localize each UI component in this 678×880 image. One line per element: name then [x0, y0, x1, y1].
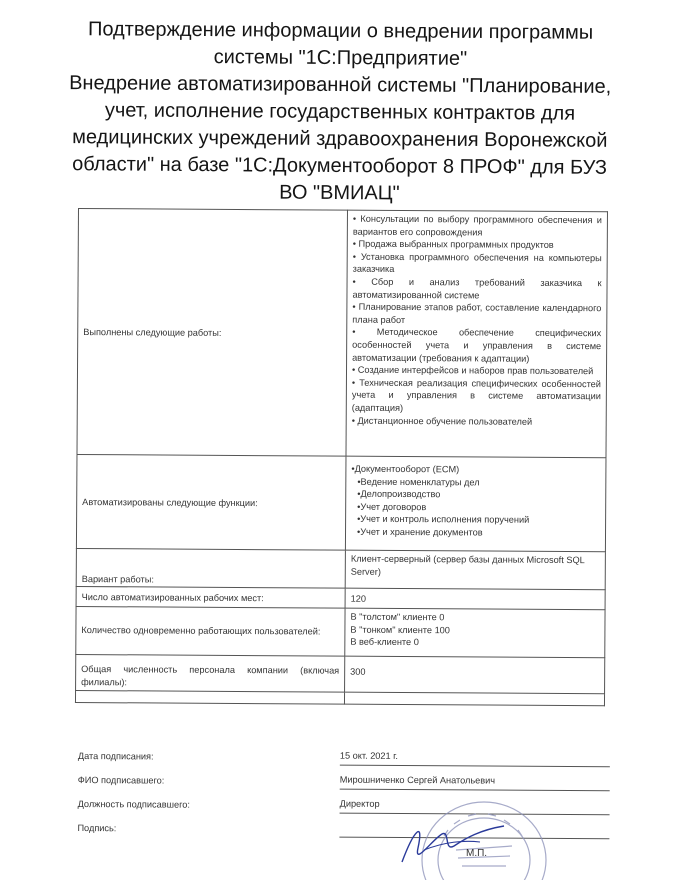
mp-label: М.П.: [466, 848, 488, 859]
title-line: медицинских учреждений здравоохранения Воронежской: [72, 126, 608, 152]
concurrent-label: Количество одновременно работающих пользователей:: [76, 606, 345, 656]
position-label: Должность подписавшего:: [77, 798, 190, 810]
works-item: • Консультации по выбору программного обеспечения и вариантов его сопровождения: [352, 213, 602, 238]
document-title: [39, 16, 640, 209]
position-value: Директор: [339, 798, 380, 809]
name-row: [78, 764, 610, 791]
date-value: 15 окт. 2021 г.: [339, 750, 399, 761]
concurrent-value: В "толстом" клиенте 0: [350, 611, 445, 623]
info-table: [75, 208, 608, 706]
works-item: • Продажа выбранных программных продуктов: [352, 238, 554, 251]
variant-label: Вариант работы:: [76, 548, 345, 588]
title-line: учет, исполнение государственных контрактов для: [104, 99, 576, 125]
works-list: [346, 210, 607, 458]
row-functions: [76, 454, 606, 551]
staff-value: 300: [345, 656, 605, 694]
row-staff: [76, 654, 605, 693]
empty-cell: [344, 692, 604, 706]
concurrent-values: [345, 608, 605, 658]
works-item: • Планирование этапов работ, составление календарного плана работ: [352, 301, 602, 325]
name-label: ФИО подписавшего:: [77, 774, 165, 786]
empty-cell: [75, 691, 344, 705]
title-line: Подтверждение информации о внедрении программы: [87, 18, 594, 44]
concurrent-value: В "тонком" клиенте 100: [350, 624, 450, 635]
title-line: системы "1С:Предприятие": [213, 46, 468, 70]
works-item: • Техническая реализация специфических особенностей учета и управления в системе автоматизации (адаптация): [351, 377, 601, 413]
functions-list: [345, 456, 606, 552]
functions-item: •Учет договоров: [357, 501, 427, 512]
title-line: ВО "ВМИАЦ": [279, 181, 400, 205]
row-empty: [75, 691, 604, 706]
works-item: • Создание интерфейсов и наборов прав пользователей: [351, 364, 594, 377]
workplaces-label: Число автоматизированных рабочих мест:: [76, 586, 345, 608]
works-item: • Установка программного обеспечения на компьютеры заказчика: [352, 251, 602, 275]
works-label: Выполнены следующие работы:: [77, 209, 347, 457]
staff-label: Общая численность персонала компании (включая филиалы):: [76, 654, 345, 692]
seal-stamp: [384, 790, 554, 880]
functions-head: •Документооборот (ECM): [351, 463, 460, 475]
functions-item: •Учет и хранение документов: [356, 526, 483, 538]
functions-item: •Ведение номенклатуры дел: [357, 476, 480, 488]
functions-item: •Учет и контроль исполнения поручений: [357, 514, 530, 526]
works-item: • Сбор и анализ требований заказчика к автоматизированной системе: [352, 276, 602, 301]
functions-label: Автоматизированы следующие функции:: [76, 454, 346, 550]
row-concurrent: [76, 606, 605, 657]
name-value: Мирошниченко Сергей Анатольевич: [339, 774, 496, 786]
functions-item: •Делопроизводство: [357, 488, 441, 500]
row-variant: [76, 548, 605, 589]
concurrent-value: В веб-клиенте 0: [350, 636, 419, 648]
title-line: Внедрение автоматизированной системы "Планирование,: [69, 72, 612, 98]
seal-outer-ring: [422, 802, 546, 880]
variant-value: Клиент-серверный (сервер базы данных Microsoft SQL Server): [345, 550, 605, 590]
workplaces-value: 120: [345, 588, 605, 610]
sign-label: Подпись:: [77, 822, 117, 834]
works-item: • Методическое обеспечение специфических особенностей учета и управления в системе автоматизации (требования к адаптации): [352, 327, 602, 364]
row-works: [77, 209, 607, 458]
title-line: области" на базе "1С:Документооборот 8 ПРОФ" для БУЗ: [72, 153, 608, 179]
works-item: • Дистанционное обучение пользователей: [351, 415, 533, 427]
date-row: [78, 740, 610, 767]
date-label: Дата подписания:: [77, 750, 154, 762]
